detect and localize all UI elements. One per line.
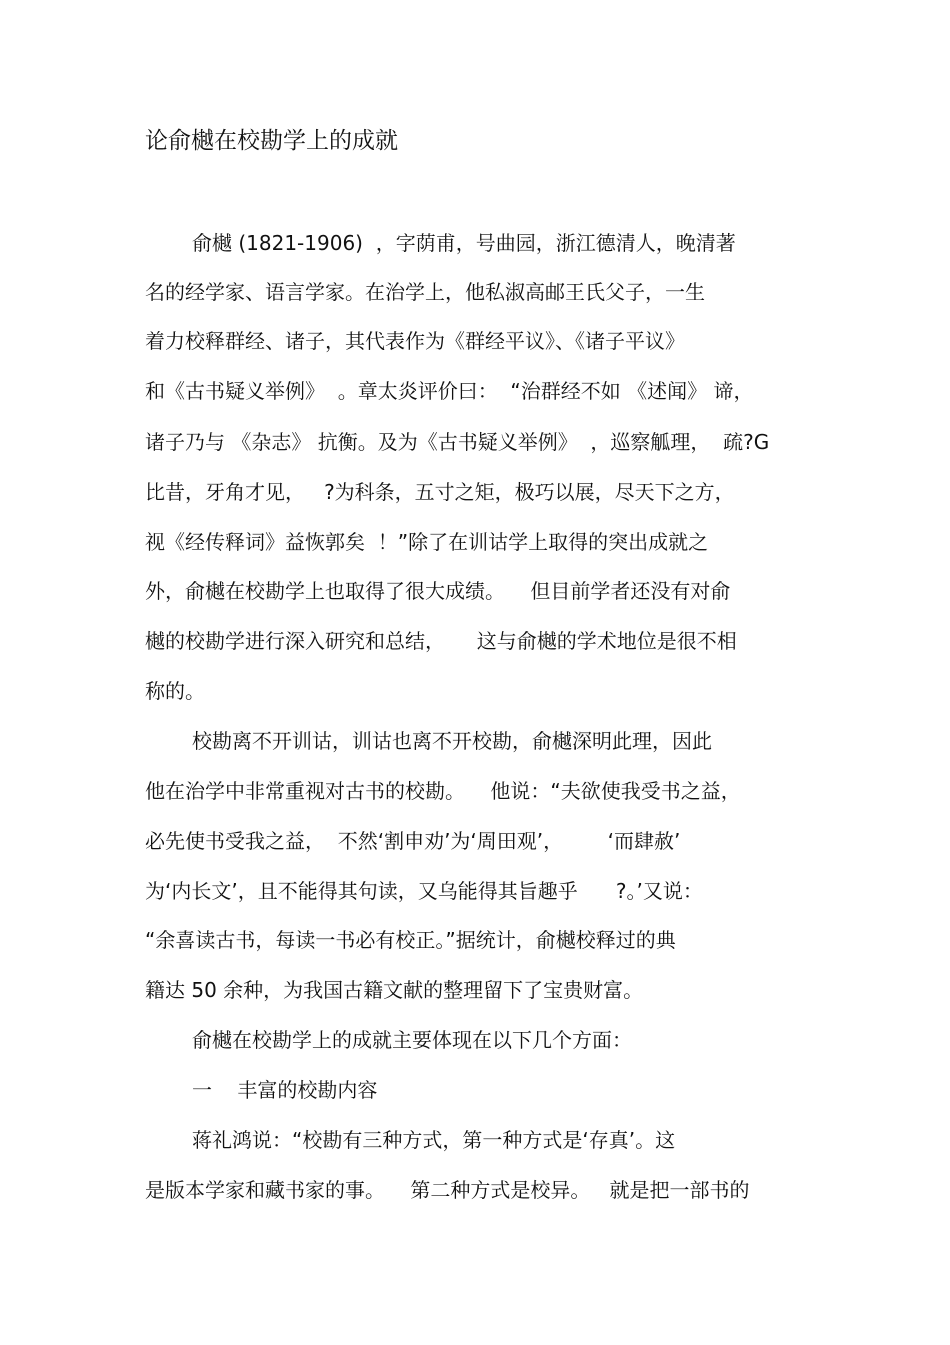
text-line: 视《经传释词》益恢郭矣 ！”除了在训诂学上取得的突出成就之 xyxy=(145,530,709,554)
text-line: 和《古书疑义举例》 。章太炎评价曰： “治群经不如 《述闻》 谛， xyxy=(145,379,754,403)
text-line: 校勘离不开训诂，训诂也离不开校勘，俞樾深明此理，因此 xyxy=(192,729,712,753)
text-line: 俞樾 (1821-1906) ，字荫甫，号曲园，浙江德清人，晚清著 xyxy=(192,231,736,255)
text-line: 他在治学中非常重视对古书的校勘。 他说：“夫欲使我受书之益， xyxy=(145,779,741,803)
text-line: 诸子乃与 《杂志》 抗衡。及为《古书疑义举例》 ，巡察觚理， 疏?G xyxy=(145,430,770,454)
text-line: 樾的校勘学进行深入研究和总结， 这与俞樾的学术地位是很不相 xyxy=(145,629,737,653)
text-line: 着力校释群经、诸子，其代表作为《群经平议》、《诸子平议》 xyxy=(145,329,685,353)
document-title: 论俞樾在校勘学上的成就 xyxy=(145,128,398,154)
text-line: 俞樾在校勘学上的成就主要体现在以下几个方面： xyxy=(192,1028,632,1052)
text-line: 籍达 50 余种，为我国古籍文献的整理留下了宝贵财富。 xyxy=(145,978,644,1002)
text-line: 外，俞樾在校勘学上也取得了很大成绩。 但目前学者还没有对俞 xyxy=(145,579,731,603)
text-line: 称的。 xyxy=(145,679,205,703)
text-line: 必先使书受我之益， 不然‘割申劝’为‘周田观’， ‘而肆赦’ xyxy=(145,829,681,853)
text-line: “余喜读古书，每读一书必有校正。”据统计，俞樾校释过的典 xyxy=(145,928,676,952)
text-line: 是版本学家和藏书家的事。 第二种方式是校异。 就是把一部书的 xyxy=(145,1178,750,1202)
text-line: 蒋礼鸿说：“校勘有三种方式，第一种方式是‘存真’。这 xyxy=(192,1128,676,1152)
text-line: 为‘内长文’，且不能得其句读，又乌能得其旨趣乎 ?。’又说： xyxy=(145,879,703,903)
text-line: 比昔，牙角才见， ?为科条，五寸之矩，极巧以展，尽天下之方， xyxy=(145,480,735,504)
section-heading: 一 丰富的校勘内容 xyxy=(192,1078,378,1102)
text-line: 名的经学家、语言学家。在治学上，他私淑高邮王氏父子，一生 xyxy=(145,280,705,304)
